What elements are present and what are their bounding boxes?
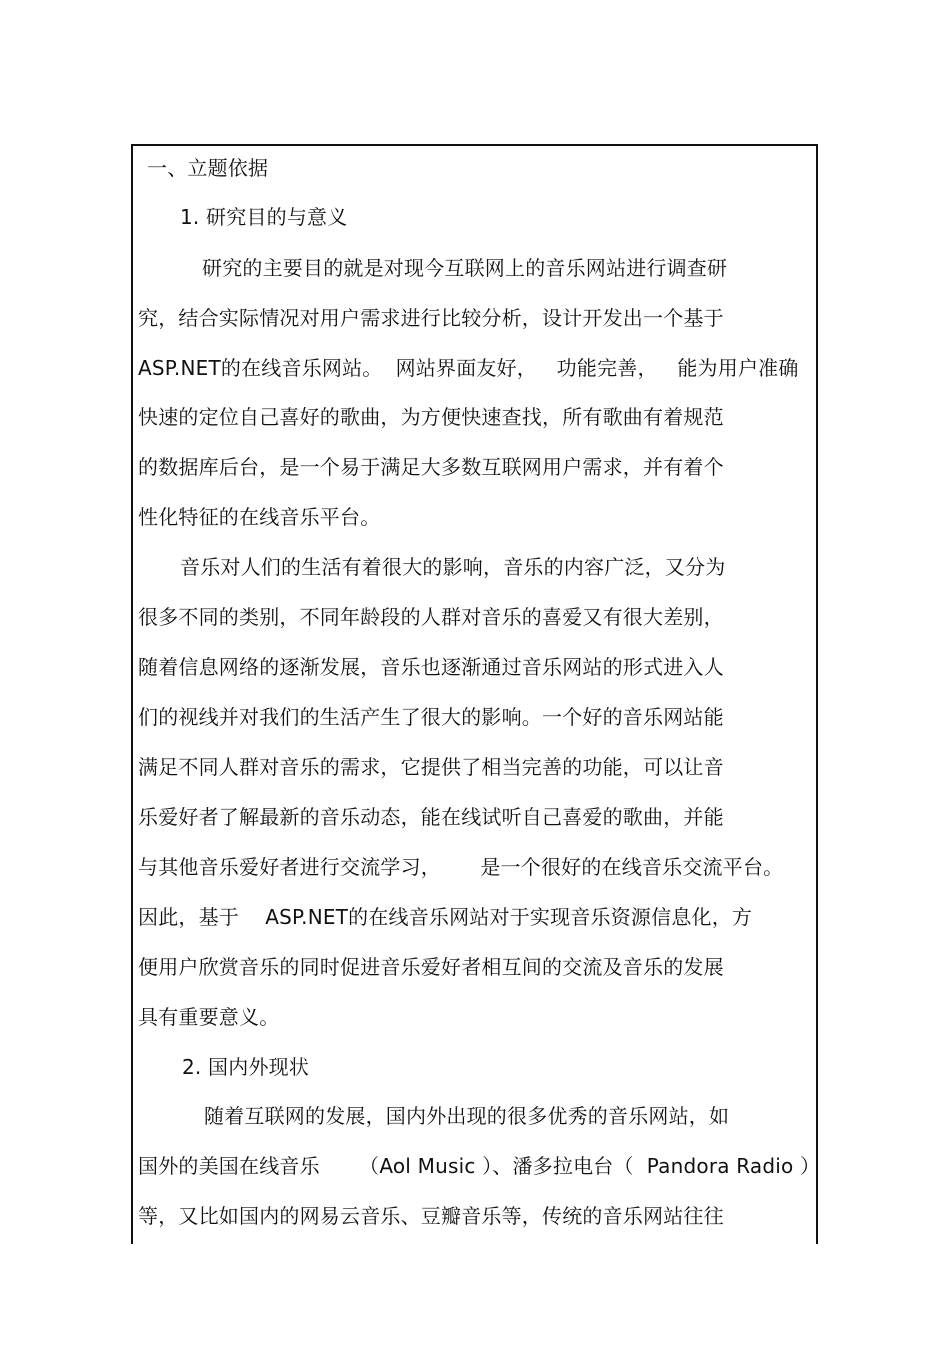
paragraph-line: 们的视线并对我们的生活产生了很大的影响。一个好的音乐网站能: [138, 705, 724, 729]
paragraph-line: 性化特征的在线音乐平台。: [138, 505, 381, 529]
paragraph-line: 满足不同人群对音乐的需求，它提供了相当完善的功能，可以让音: [138, 755, 724, 779]
paragraph-line: 便用户欣赏音乐的同时促进音乐爱好者相互间的交流及音乐的发展: [138, 955, 724, 979]
paragraph-line: 与其他音乐爱好者进行交流学习， 是一个很好的在线音乐交流平台。: [138, 855, 784, 879]
paragraph-line: 随着互联网的发展，国内外出现的很多优秀的音乐网站，如: [204, 1104, 730, 1128]
paragraph-line: 乐爱好者了解最新的音乐动态，能在线试听自己喜爱的歌曲，并能: [138, 805, 724, 829]
paragraph-line: 因此，基于 ASP.NET的在线音乐网站对于实现音乐资源信息化，方: [138, 905, 753, 929]
subsection-heading-2: 2. 国内外现状: [182, 1055, 310, 1079]
paragraph-line: 随着信息网络的逐渐发展，音乐也逐渐通过音乐网站的形式进入人: [138, 655, 724, 679]
paragraph-line: 快速的定位自己喜好的歌曲，为方便快速查找，所有歌曲有着规范: [138, 405, 724, 429]
paragraph-line: 的数据库后台，是一个易于满足大多数互联网用户需求，并有着个: [138, 455, 724, 479]
paragraph-line: 具有重要意义。: [138, 1005, 280, 1029]
paragraph-line: 等，又比如国内的网易云音乐、豆瓣音乐等，传统的音乐网站往往: [138, 1204, 724, 1228]
subsection-heading-1: 1. 研究目的与意义: [180, 205, 348, 229]
paragraph-line: 很多不同的类别，不同年龄段的人群对音乐的喜爱又有很大差别，: [138, 605, 724, 629]
paragraph-line: 研究的主要目的就是对现今互联网上的音乐网站进行调查研: [202, 256, 728, 280]
paragraph-line: ASP.NET的在线音乐网站。 网站界面友好， 功能完善， 能为用户准确: [138, 356, 799, 380]
section-heading: 一、立题依据: [147, 156, 269, 180]
paragraph-line: 音乐对人们的生活有着很大的影响，音乐的内容广泛，又分为: [180, 555, 726, 579]
paragraph-line: 究，结合实际情况对用户需求进行比较分析，设计开发出一个基于: [138, 306, 724, 330]
paragraph-line: 国外的美国在线音乐 （Aol Music ）、潘多拉电台（ Pandora Radio ）: [138, 1154, 821, 1178]
